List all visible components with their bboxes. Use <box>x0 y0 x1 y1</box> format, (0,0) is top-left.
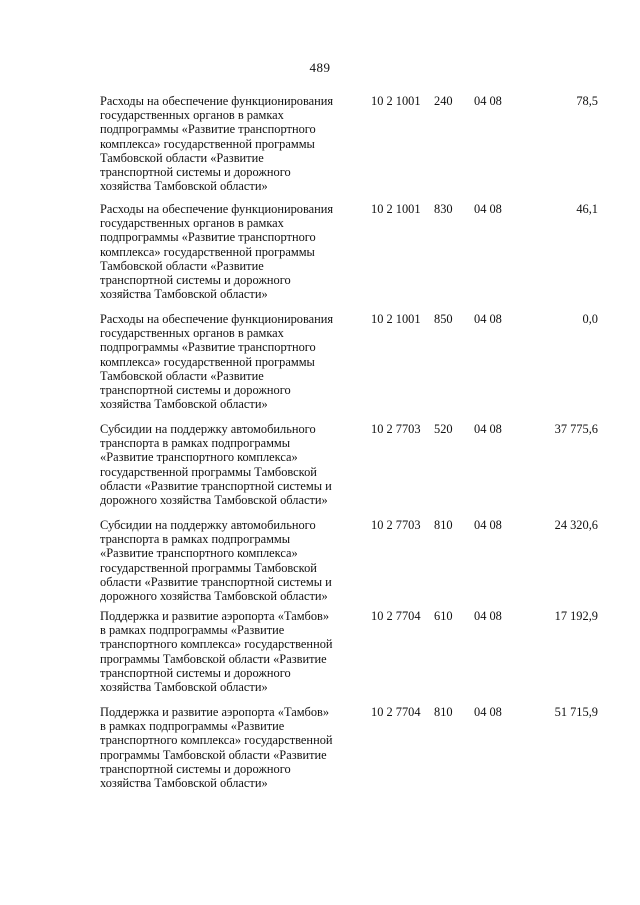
row-expense-type: 810 <box>434 518 453 532</box>
row-target-code: 10 2 7703 <box>371 518 421 532</box>
row-target-code: 10 2 1001 <box>371 94 421 108</box>
table-row <box>0 518 640 609</box>
row-section: 04 08 <box>474 312 502 326</box>
row-expense-type: 240 <box>434 94 453 108</box>
row-amount: 46,1 <box>576 202 598 216</box>
row-expense-type: 830 <box>434 202 453 216</box>
row-amount: 51 715,9 <box>554 705 598 719</box>
row-section: 04 08 <box>474 202 502 216</box>
row-description: Расходы на обеспечение функционирования государственных органов в рамках подпрограммы «Развитие транспортного комплекса» государственной программы Тамбовской области «Развитие транспортной системы и дорожного хозяйства Тамбовской области» <box>100 312 334 412</box>
row-section: 04 08 <box>474 422 502 436</box>
row-description: Субсидии на поддержку автомобильного транспорта в рамках подпрограммы «Развитие транспортного комплекса» государственной программы Тамбовской области «Развитие транспортной системы и дорожного хозяйства Тамбовской области» <box>100 518 332 604</box>
row-expense-type: 810 <box>434 705 453 719</box>
row-description: Поддержка и развитие аэропорта «Тамбов» в рамках подпрограммы «Развитие транспортного комплекса» государственной программы Тамбовской области «Развитие транспортной системы и дорожного хозяйства Тамбовской области» <box>100 705 333 791</box>
row-amount: 24 320,6 <box>554 518 598 532</box>
row-description: Расходы на обеспечение функционирования государственных органов в рамках подпрограммы «Развитие транспортного комплекса» государственной программы Тамбовской области «Развитие транспортной системы и дорожного хозяйства Тамбовской области» <box>100 202 334 302</box>
row-target-code: 10 2 7703 <box>371 422 421 436</box>
table-row <box>0 312 640 422</box>
table-row <box>0 705 640 805</box>
row-section: 04 08 <box>474 609 502 623</box>
row-expense-type: 520 <box>434 422 453 436</box>
table-row <box>0 94 640 202</box>
row-expense-type: 850 <box>434 312 453 326</box>
row-amount: 17 192,9 <box>554 609 598 623</box>
row-target-code: 10 2 7704 <box>371 609 421 623</box>
budget-table <box>0 94 640 805</box>
row-target-code: 10 2 7704 <box>371 705 421 719</box>
row-amount: 37 775,6 <box>554 422 598 436</box>
page-number: 489 <box>309 60 331 75</box>
row-expense-type: 610 <box>434 609 453 623</box>
row-description: Расходы на обеспечение функционирования государственных органов в рамках подпрограммы «Развитие транспортного комплекса» государственной программы Тамбовской области «Развитие транспортной системы и дорожного хозяйства Тамбовской области» <box>100 94 334 194</box>
row-amount: 0,0 <box>582 312 598 326</box>
row-section: 04 08 <box>474 518 502 532</box>
row-section: 04 08 <box>474 705 502 719</box>
row-description: Поддержка и развитие аэропорта «Тамбов» в рамках подпрограммы «Развитие транспортного комплекса» государственной программы Тамбовской области «Развитие транспортной системы и дорожного хозяйства Тамбовской области» <box>100 609 333 695</box>
row-target-code: 10 2 1001 <box>371 312 421 326</box>
row-section: 04 08 <box>474 94 502 108</box>
row-target-code: 10 2 1001 <box>371 202 421 216</box>
table-row <box>0 202 640 312</box>
table-row <box>0 422 640 518</box>
row-amount: 78,5 <box>576 94 598 108</box>
table-row <box>0 609 640 705</box>
row-description: Субсидии на поддержку автомобильного транспорта в рамках подпрограммы «Развитие транспортного комплекса» государственной программы Тамбовской области «Развитие транспортной системы и дорожного хозяйства Тамбовской области» <box>100 422 332 508</box>
